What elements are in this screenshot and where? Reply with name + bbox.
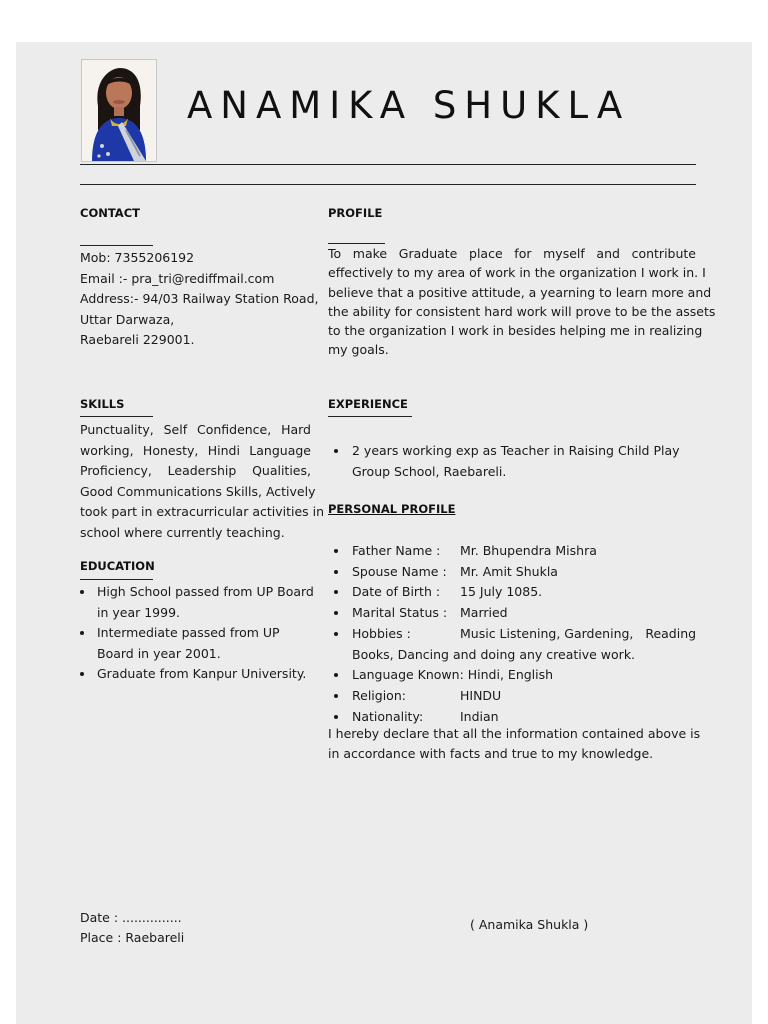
personal-item-nationality: Nationality: Indian (328, 707, 696, 728)
personal-item-language: Language Known: Hindi, English (328, 665, 696, 686)
declaration-line: I hereby declare that all the information contained above is (328, 726, 701, 741)
contact-details (80, 248, 319, 351)
profile-photo (81, 59, 157, 162)
profile-line: To make Graduate place for myself and contribute (328, 246, 696, 261)
skills-text (80, 420, 325, 543)
profile-line: the ability for consistent hard work will prove to be the assets (328, 303, 716, 319)
personal-item-religion: Religion: HINDU (328, 686, 696, 707)
contact-mobile: Mob: 7355206192 (80, 250, 195, 265)
education-heading: EDUCATION (80, 559, 155, 573)
place-line: Place : Raebareli (80, 930, 185, 945)
skills-line: took part in extracurricular activities in (80, 504, 325, 519)
skills-underline (80, 416, 153, 417)
profile-summary (328, 244, 716, 360)
personal-item-hobbies: Hobbies : Music Listening, Gardening, Reading Books, Dancing and doing any creative work. (328, 624, 696, 665)
personal-item-dob: Date of Birth : 15 July 1085. (328, 582, 696, 603)
profile-line: my goals. (328, 342, 389, 358)
personal-item-marital-status: Marital Status : Married (328, 603, 696, 624)
skills-line: Proficiency, Leadership Qualities, (80, 463, 311, 478)
header-divider-top (80, 164, 696, 165)
signature: ( Anamika Shukla ) (470, 917, 589, 932)
applicant-name: ANAMIKA SHUKLA (187, 84, 631, 127)
contact-underline (80, 245, 153, 246)
education-underline (80, 579, 153, 580)
skills-line: school where currently teaching. (80, 524, 285, 540)
personal-item-father: Father Name : Mr. Bhupendra Mishra (328, 541, 696, 562)
experience-list (328, 441, 696, 482)
personal-profile-list (328, 541, 696, 727)
skills-line: Good Communications Skills, Actively (80, 483, 316, 499)
experience-underline (328, 416, 412, 417)
education-list (80, 582, 316, 685)
declaration-line: in accordance with facts and true to my knowledge. (328, 745, 654, 761)
contact-address-line: Uttar Darwaza, (80, 311, 175, 327)
skills-heading: SKILLS (80, 397, 125, 411)
experience-item: 2 years working exp as Teacher in Raising Child Play Group School, Raebareli. (328, 441, 696, 482)
contact-email: Email :- pra_tri@rediffmail.com (80, 270, 275, 286)
skills-line: working, Honesty, Hindi Language (80, 442, 311, 458)
skills-line: Punctuality, Self Confidence, Hard (80, 422, 311, 437)
contact-address-line: Raebareli 229001. (80, 332, 195, 347)
education-item: Intermediate passed from UP Board in year 2001. (80, 623, 316, 664)
header-divider-bottom (80, 184, 696, 185)
personal-profile-heading: PERSONAL PROFILE (328, 502, 456, 516)
declaration (328, 724, 701, 763)
profile-heading: PROFILE (328, 206, 383, 220)
profile-line: to the organization I work in besides helping me in realizing (328, 323, 703, 339)
contact-address-line: Address:- 94/03 Railway Station Road, (80, 291, 319, 306)
profile-line: effectively to my area of work in the organization I work in. I (328, 265, 706, 281)
experience-heading: EXPERIENCE (328, 397, 408, 411)
profile-line: believe that a positive attitude, a yearning to learn more and (328, 284, 712, 300)
education-item: High School passed from UP Board in year 1999. (80, 582, 316, 623)
date-line: Date : ............... (80, 910, 182, 925)
contact-heading: CONTACT (80, 206, 140, 220)
personal-item-spouse: Spouse Name : Mr. Amit Shukla (328, 562, 696, 583)
education-item: Graduate from Kanpur University. (80, 664, 316, 685)
